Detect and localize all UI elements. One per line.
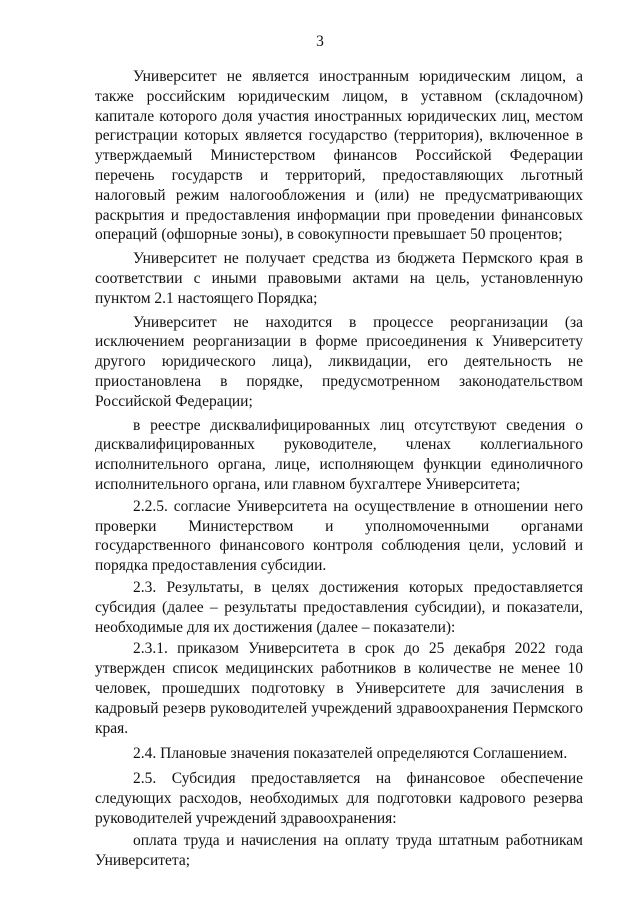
- paragraph-2-5: 2.5. Субсидия предоставляется на финансовое обеспечение следующих расходов, необходимых для подготовки кадрового резерва руководителей учреждений здравоохранения:: [95, 770, 583, 827]
- document-body: [95, 67, 583, 871]
- paragraph-2-2-5: 2.2.5. согласие Университета на осуществление в отношении него проверки Министерством и уполномоченными органами государственного финансового контроля соблюдения цели, условий и порядка предоставления субсидии.: [95, 497, 583, 575]
- paragraph-2-3: 2.3. Результаты, в целях достижения которых предоставляется субсидия (далее – результаты предоставления субсидии), и показатели, необходимые для их достижения (далее – показатели):: [95, 578, 583, 636]
- paragraph-not-foreign-entity: Университет не является иностранным юридическим лицом, а также российским юридическим лицом, в уставном (складочном) капитале которого доля участия иностранных юридических лиц, местом регистрации которых является государство (территория), включенное в утверждаемый Министерством финансов Российской Федерации перечень государств и территорий, предоставляющих льготный налоговый режим налогообложения и (или) не предусматривающих раскрытия и предоставления информации при проведении финансовых операций (офшорные зоны), в совокупности превышает 50 процентов;: [95, 68, 583, 244]
- paragraph-disqualified-registry: в реестре дисквалифицированных лиц отсутствуют сведения о дисквалифицированных руководителе, членах коллегиального исполнительного органа, лице, исполняющем функции единоличного исполнительного органа, или главном бухгалтере Университета;: [95, 416, 583, 493]
- page-number: 3: [316, 33, 324, 50]
- paragraph-salary-costs: оплата труда и начисления на оплату труда штатным работникам Университета;: [95, 832, 583, 870]
- paragraph-2-3-1: 2.3.1. приказом Университета в срок до 25 декабря 2022 года утвержден список медицинских работников в количестве не менее 10 человек, прошедших подготовку в Университете для зачисления в кадровый резерв руководителей учреждений здравоохранения Пермского края.: [95, 640, 583, 737]
- paragraph-2-4: 2.4. Плановые значения показателей определяются Соглашением.: [133, 745, 568, 763]
- paragraph-no-budget-funds: Университет не получает средства из бюджета Пермского края в соответствии с иными правовыми актами на цель, установленную пунктом 2.1 настоящего Порядка;: [95, 250, 583, 307]
- paragraph-no-reorganization: Университет не находится в процессе реорганизации (за исключением реорганизации в форме присоединения к Университету другого юридического лица), ликвидации, его деятельность не приостановлена в порядке, предусмотренном законодательством Российской Федерации;: [95, 313, 583, 410]
